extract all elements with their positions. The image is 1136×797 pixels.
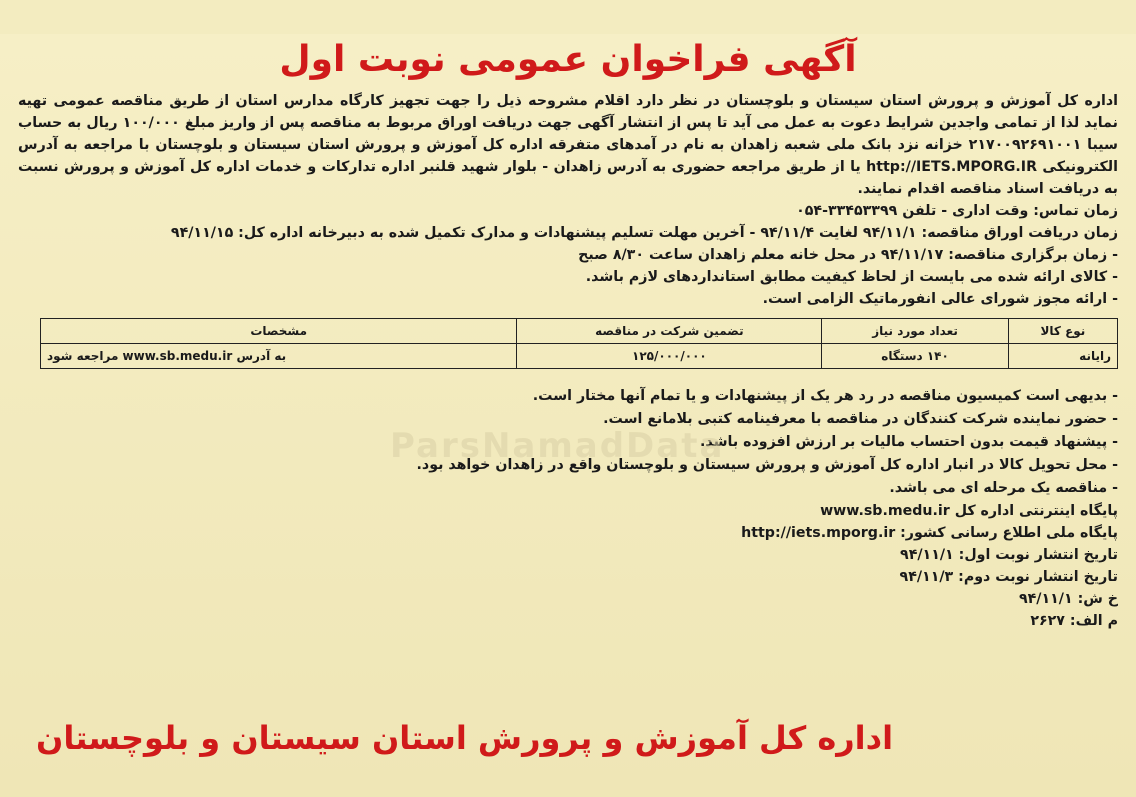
footer-info [18,500,1118,632]
first-publish-date: تاریخ انتشار نوبت اول: ۹۴/۱۱/۱ [900,547,1118,563]
header-quantity: تعداد مورد نیاز [822,319,1008,344]
watermark: ParsNamadData [390,426,725,466]
header-guarantee: تضمین شرکت در مناقصه [517,319,822,344]
notice-page [0,34,1136,797]
cell-specs: به آدرس www.sb.medu.ir مراجعه شود [41,344,517,369]
reference-number: م الف: ۲۶۲۷ [1030,613,1118,629]
condition-item: - ارائه مجوز شورای عالی انفورماتیک الزامی است. [762,291,1118,307]
website-line: پایگاه اینترنتی اداره کل www.sb.medu.ir [820,503,1118,519]
items-table [40,318,1118,369]
cell-guarantee: ۱۲۵/۰۰۰/۰۰۰ [517,344,822,369]
notice-title: آگهی فراخوان عمومی نوبت اول [279,39,857,80]
list-item: - مناقصه یک مرحله ای می باشد. [889,480,1118,496]
list-item: - پیشنهاد قیمت بدون احتساب مالیات بر ارزش افزوده باشد. [699,434,1118,450]
code-line: خ ش: ۹۴/۱۱/۱ [1018,591,1118,607]
cell-quantity: ۱۴۰ دستگاه [822,344,1008,369]
condition-item: - کالای ارائه شده می بایست از لحاظ کیفیت مطابق استانداردهای لازم باشد. [585,269,1118,285]
list-item: - محل تحویل کالا در انبار اداره کل آموزش و پرورش سیستان و بلوچستان واقع در زاهدان خواهد بود. [416,457,1118,473]
list-item: - بدیهی است کمیسیون مناقصه در رد هر یک از پیشنهادات و یا تمام آنها مختار است. [532,388,1118,404]
portal-line: پایگاه ملی اطلاع رسانی کشور: http://iets.mporg.ir [741,525,1118,541]
contact-line: زمان تماس: وقت اداری - تلفن ۳۳۴۵۳۳۹۹-۰۵۴ [796,203,1118,219]
table-header-row [41,319,1118,344]
intro-paragraph: اداره کل آموزش و پرورش استان سیستان و بلوچستان در نظر دارد اقلام مشروحه ذیل را جهت تجهیز کارگاه مدارس استان از طریق مناقصه عمومی تهیه نماید لذا از تمامی واجدین شرایط دعوت به عمل می آید تا پس از انتشار آگهی جهت دریافت اوراق مربوط به مناقصه پس از واریز مبلغ ۱۰۰/۰۰۰ ریال به حساب سیبا ۲۱۷۰۰۹۲۶۹۱۰۰۱ خزانه نزد بانک ملی شعبه زاهدان به نام در آمدهای متفرقه اداره کل آموزش و پرورش استان سیستان و بلوچستان با مراجعه به آدرس الکترونیکی http://IETS.MPORG.IR یا از طریق مراجعه حضوری به آدرس زاهدان - بلوار شهید قلنبر اداره تدارکات و خدمات اداره کل آموزش و پرورش نسبت به دریافت اسناد مناقصه اقدام نمایند. [18,93,1118,197]
header-specs: مشخصات [41,319,517,344]
cell-item-type: رایانه [1008,344,1117,369]
schedule-line: زمان دریافت اوراق مناقصه: ۹۴/۱۱/۱ لغایت ۹۴/۱۱/۴ - آخرین مهلت تسلیم پیشنهادات و مدارک تکمیل شده به دبیرخانه اداره کل: ۹۴/۱۱/۱۵ [170,225,1118,241]
header-item-type: نوع کالا [1008,319,1117,344]
organization-name: اداره کل آموزش و پرورش استان سیستان و بلوچستان [36,719,894,757]
condition-item: - زمان برگزاری مناقصه: ۹۴/۱۱/۱۷ در محل خانه معلم زاهدان ساعت ۸/۳۰ صبح [578,247,1118,263]
second-publish-date: تاریخ انتشار نوبت دوم: ۹۴/۱۱/۳ [899,569,1118,585]
list-item: - حضور نماینده شرکت کنندگان در مناقصه با معرفینامه کتبی بلامانع است. [603,411,1118,427]
table-row [41,344,1118,369]
